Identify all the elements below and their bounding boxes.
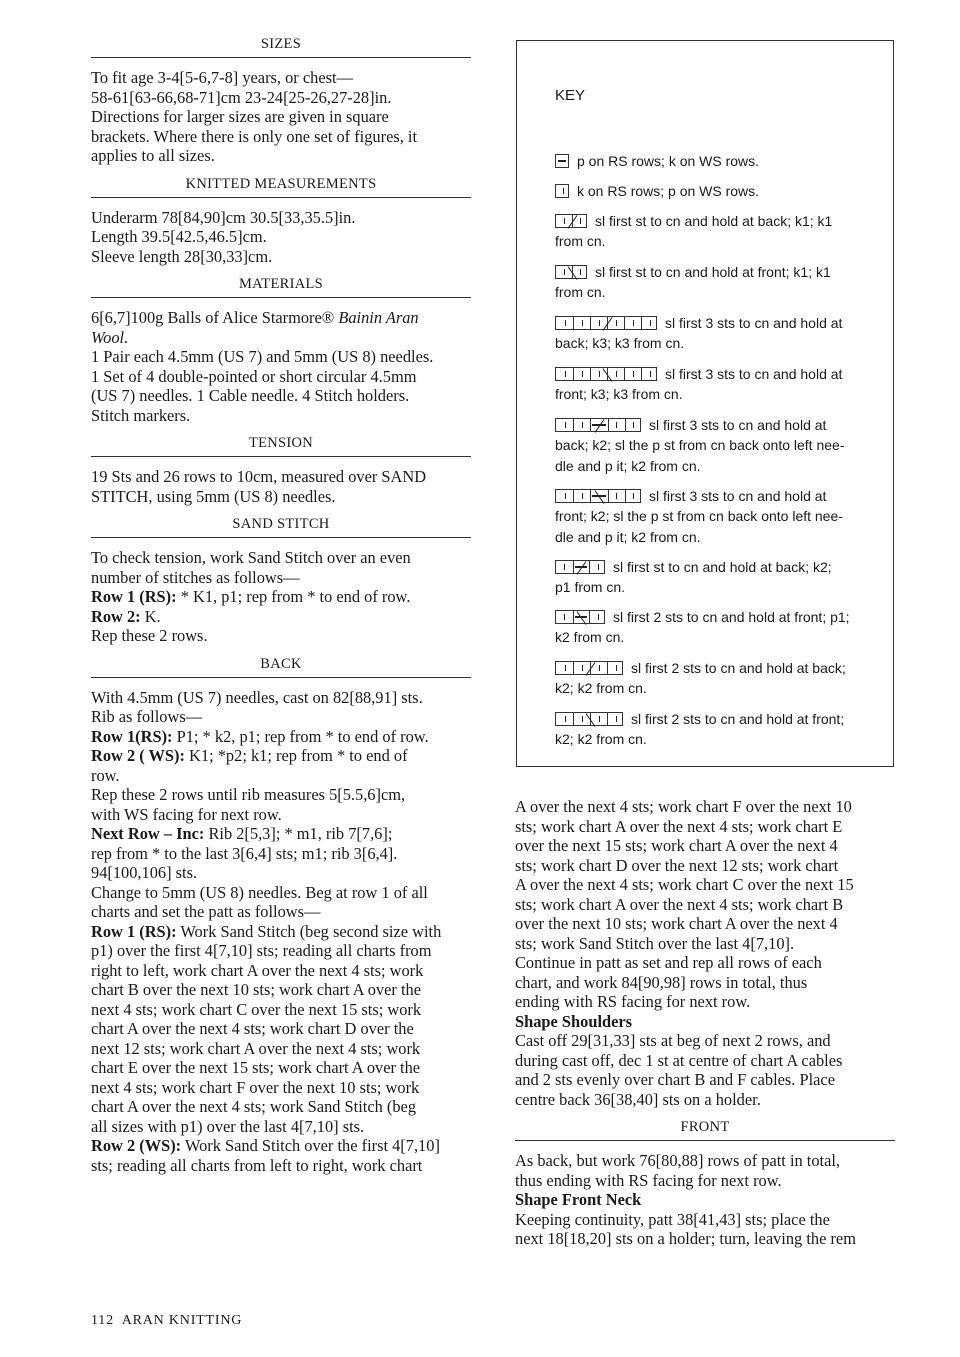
key-description-line: back; k2; sl the p st from cn back onto left nee-	[555, 437, 845, 454]
key-description-line: sl first st to cn and hold at front; k1; k1	[595, 264, 831, 280]
page-footer	[91, 1313, 242, 1329]
text-run: next 12 sts; work chart A over the next 4 sts; work	[91, 1038, 421, 1058]
section-heading-materials: MATERIALS	[91, 276, 471, 298]
text-run: chart, and work 84[90,98] rows in total, thus	[515, 972, 808, 992]
text-run: To fit age 3-4[5-6,7-8] years, or chest—	[91, 68, 353, 87]
key-item	[555, 658, 867, 699]
key-description-line: k2; k2 from cn.	[555, 680, 647, 697]
text-run: Cast off 29[31,33] sts at beg of next 2 rows, and	[515, 1031, 831, 1050]
text-line	[91, 548, 471, 568]
text-run: p1) over the first 4[7,10] sts; reading all charts from	[91, 941, 432, 960]
text-line	[91, 88, 471, 108]
text-run: 1 Pair each 4.5mm (US 7) and 5mm (US 8) needles.	[91, 347, 434, 366]
text-line	[91, 1019, 471, 1039]
text-line	[515, 1031, 895, 1051]
section-body-materials	[91, 308, 471, 425]
text-line	[91, 824, 471, 844]
text-line	[91, 961, 471, 981]
section-heading-knitted-measurements: KNITTED MEASUREMENTS	[91, 176, 471, 198]
text-run: sts; work chart A over the next 4 sts; work chart E	[515, 816, 843, 836]
text-run: 94[100,106] sts.	[91, 863, 198, 882]
text-run: To check tension, work Sand Stitch over an even	[91, 548, 411, 567]
text-run: A over the next 4 sts; work chart F over the next 10	[515, 797, 852, 816]
text-run: Continue in patt as set and rep all rows of each	[515, 953, 822, 972]
text-run: ending with RS facing for next row.	[515, 992, 751, 1011]
text-line	[91, 766, 471, 786]
stitch-key-box	[516, 40, 894, 767]
section-heading-sand-stitch: SAND STITCH	[91, 516, 471, 538]
cable-2-1-2-front-symbol-icon	[555, 489, 641, 503]
text-line	[515, 1229, 895, 1249]
text-line	[515, 856, 895, 876]
section-body-back	[91, 688, 471, 1176]
text-line	[91, 1039, 471, 1059]
text-run: rep from * to the last 3[6,4] sts; m1; rib 3[6,4].	[91, 843, 398, 863]
section-body-tension	[91, 467, 471, 506]
section-heading-tension: TENSION	[91, 435, 471, 457]
text-line	[91, 1136, 471, 1156]
text-run: over the next 15 sts; work chart A over the next 4	[515, 836, 838, 855]
key-description-line: sl first 3 sts to cn and hold at	[665, 366, 843, 382]
text-line	[91, 785, 471, 805]
text-line	[515, 973, 895, 993]
text-run: chart A over the next 4 sts; work Sand Stitch (beg	[91, 1097, 417, 1116]
cable-2-2-back-symbol-icon	[555, 661, 623, 675]
text-line	[91, 727, 471, 747]
text-line	[91, 208, 471, 228]
text-line	[91, 1000, 471, 1020]
text-line	[91, 328, 471, 348]
text-run: centre back 36[38,40] sts on a holder.	[515, 1089, 761, 1109]
text-run: 19 Sts and 26 rows to 10cm, measured over SAND	[91, 467, 427, 486]
text-run: 1 Set of 4 double-pointed or short circular 4.5mm	[91, 366, 417, 386]
text-line	[91, 707, 471, 727]
text-run: next 4 sts; work chart F over the next 10 sts; work	[91, 1077, 420, 1097]
text-line	[515, 1171, 895, 1191]
text-line	[91, 688, 471, 708]
text-run: Sleeve length 28[30,33]cm.	[91, 246, 273, 266]
key-description-line: k on RS rows; p on WS rows.	[577, 183, 760, 199]
text-run: chart E over the next 15 sts; work chart A over the	[91, 1058, 421, 1077]
text-line	[91, 467, 471, 487]
key-description-line: sl first st to cn and hold at back; k1; k1	[595, 213, 833, 229]
text-run: Directions for larger sizes are given in square	[91, 107, 389, 126]
text-line	[515, 817, 895, 837]
text-line	[515, 1051, 895, 1071]
text-run: number of stitches as follows—	[91, 567, 300, 587]
text-line	[91, 386, 471, 406]
text-line	[91, 1156, 471, 1176]
text-line	[91, 1078, 471, 1098]
text-run: Change to 5mm (US 8) needles. Beg at row 1 of all	[91, 882, 428, 902]
cable-2-2-front-symbol-icon	[555, 712, 623, 726]
key-description-line: from cn.	[555, 284, 606, 301]
text-run: chart B over the next 10 sts; work chart A over the	[91, 980, 422, 999]
text-line	[91, 568, 471, 588]
running-title: ARAN KNITTING	[121, 1313, 243, 1328]
left-column	[91, 36, 471, 1185]
text-run: Length 39.5[42.5,46.5]cm.	[91, 227, 267, 246]
text-line	[91, 247, 471, 267]
key-item	[555, 709, 867, 750]
cable-3-3-back-symbol-icon	[555, 316, 657, 330]
key-description-line: p on RS rows; k on WS rows.	[577, 153, 760, 169]
text-line	[91, 922, 471, 942]
text-line	[91, 367, 471, 387]
text-run: brackets. Where there is only one set of figures, it	[91, 126, 418, 146]
text-run: K.	[140, 606, 161, 626]
text-line	[91, 127, 471, 147]
text-line	[91, 980, 471, 1000]
text-run: sts; work Sand Stitch over the last 4[7,10].	[515, 933, 795, 953]
text-run: As back, but work 76[80,88] rows of patt in total,	[515, 1151, 841, 1170]
key-item	[555, 211, 867, 252]
text-line	[515, 875, 895, 895]
text-run: applies to all sizes.	[91, 146, 215, 165]
section-body-front	[515, 1151, 895, 1249]
bold-label: Row 1(RS):	[91, 726, 173, 746]
key-description-line: back; k3; k3 from cn.	[555, 335, 685, 352]
section-heading-sizes: SIZES	[91, 36, 471, 58]
text-line	[91, 587, 471, 607]
key-description-line: sl first 3 sts to cn and hold at	[649, 417, 827, 433]
cross-2-1-back-purl-symbol-icon	[555, 560, 605, 574]
key-description-line: sl first 2 sts to cn and hold at front; p1;	[613, 609, 850, 625]
text-line	[91, 68, 471, 88]
cable-1-1-back-symbol-icon	[555, 214, 587, 228]
text-run: sts; work chart A over the next 4 sts; work chart B	[515, 894, 844, 914]
key-item	[555, 557, 867, 598]
text-line	[91, 1058, 471, 1078]
section-body-continued	[515, 797, 895, 1109]
text-line	[91, 607, 471, 627]
text-run: next 4 sts; work chart C over the next 15 sts; work	[91, 999, 422, 1019]
cross-2-1-front-purl-symbol-icon	[555, 610, 605, 624]
text-line	[91, 746, 471, 766]
text-run: charts and set the patt as follows—	[91, 902, 321, 921]
text-run: right to left, work chart A over the next 4 sts; work	[91, 960, 424, 980]
text-run: Underarm 78[84,90]cm 30.5[33,35.5]in.	[91, 207, 356, 227]
bold-label: Row 1 (RS):	[91, 587, 177, 606]
text-run: during cast off, dec 1 st at centre of chart A cables	[515, 1050, 843, 1070]
text-line	[91, 1117, 471, 1137]
bold-label: Row 1 (RS):	[91, 921, 177, 941]
text-line	[515, 895, 895, 915]
text-line	[91, 406, 471, 426]
text-run: sts; work chart D over the next 12 sts; work chart	[515, 855, 839, 875]
text-line	[515, 797, 895, 817]
text-line	[515, 1151, 895, 1171]
text-line	[515, 1190, 895, 1210]
text-run: (US 7) needles. 1 Cable needle. 4 Stitch holders.	[91, 386, 410, 405]
text-line	[515, 1012, 895, 1032]
text-run: STITCH, using 5mm (US 8) needles.	[91, 486, 336, 506]
key-description-line: from cn.	[555, 233, 606, 250]
text-run: Stitch markers.	[91, 405, 191, 425]
key-description-line: k2; k2 from cn.	[555, 731, 647, 748]
key-description-line: sl first 3 sts to cn and hold at	[665, 315, 843, 331]
text-run: and 2 sts evenly over chart B and F cables. Place	[515, 1070, 835, 1089]
text-run: all sizes with p1) over the last 4[7,10] sts.	[91, 1116, 365, 1136]
text-line	[91, 1097, 471, 1117]
text-run: over the next 10 sts; work chart A over the next 4	[515, 914, 838, 933]
text-line	[91, 347, 471, 367]
key-item	[555, 151, 867, 171]
key-description-line: sl first 2 sts to cn and hold at front;	[631, 711, 845, 727]
text-line	[515, 836, 895, 856]
text-run: A over the next 4 sts; work chart C over the next 15	[515, 875, 854, 894]
text-line	[91, 941, 471, 961]
key-description-line: sl first 3 sts to cn and hold at	[649, 488, 827, 504]
text-run: Rib 2[5,3]; * m1, rib 7[7,6];	[204, 824, 393, 843]
text-line	[515, 934, 895, 954]
purl-dash-1-symbol-icon	[555, 154, 569, 168]
cable-2-1-2-back-symbol-icon	[555, 418, 641, 432]
bold-label: Shape Front Neck	[515, 1190, 642, 1209]
text-line	[91, 626, 471, 646]
key-item	[555, 262, 867, 303]
text-run: Rib as follows—	[91, 707, 203, 726]
text-line	[91, 308, 471, 328]
text-run: with WS facing for next row.	[91, 804, 282, 824]
key-item	[555, 415, 867, 476]
text-run: K1; *p2; k1; rep from * to end of	[184, 746, 408, 765]
text-line	[91, 863, 471, 883]
text-line	[91, 146, 471, 166]
text-line	[91, 227, 471, 247]
key-title: KEY	[555, 87, 586, 104]
italic-text: Bainin Aran	[338, 308, 419, 327]
key-item	[555, 313, 867, 354]
text-line	[515, 914, 895, 934]
text-line	[91, 107, 471, 127]
text-run: 58-61[63-66,68-71]cm 23-24[25-26,27-28]in.	[91, 87, 392, 107]
page-number: 112	[91, 1313, 114, 1328]
section-heading-back: BACK	[91, 656, 471, 678]
section-body-sizes	[91, 68, 471, 166]
section-heading-front: FRONT	[515, 1119, 895, 1141]
italic-text: Wool.	[91, 327, 129, 347]
text-line	[515, 1090, 895, 1110]
key-description-line: dle and p it; k2 from cn.	[555, 457, 701, 474]
cable-3-3-front-symbol-icon	[555, 367, 657, 381]
text-line	[91, 844, 471, 864]
text-run: Keeping continuity, patt 38[41,43] sts; place the	[515, 1209, 830, 1229]
text-run: row.	[91, 765, 120, 785]
key-item	[555, 486, 867, 547]
key-description-line: sl first st to cn and hold at back; k2;	[613, 559, 832, 575]
bold-label: Shape Shoulders	[515, 1011, 633, 1031]
text-line	[91, 902, 471, 922]
knit-bar-1-symbol-icon	[555, 184, 569, 198]
text-run: sts; reading all charts from left to right, work chart	[91, 1155, 423, 1175]
text-line	[91, 487, 471, 507]
key-item	[555, 181, 867, 201]
text-run: Work Sand Stitch over the first 4[7,10]	[181, 1136, 440, 1155]
section-body-sand-stitch	[91, 548, 471, 646]
text-line	[515, 1210, 895, 1230]
text-line	[91, 805, 471, 825]
bold-label: Row 2 ( WS):	[91, 746, 185, 765]
text-line	[515, 992, 895, 1012]
cable-1-1-front-symbol-icon	[555, 265, 587, 279]
section-body-knitted-measurements	[91, 208, 471, 267]
text-line	[515, 953, 895, 973]
text-run: With 4.5mm (US 7) needles, cast on 82[88,91] sts.	[91, 687, 423, 707]
right-column	[515, 797, 895, 1259]
text-line	[91, 883, 471, 903]
key-description-line: dle and p it; k2 from cn.	[555, 528, 701, 545]
text-run: Rep these 2 rows until rib measures 5[5.5,6]cm,	[91, 785, 406, 804]
text-run: P1; * k2, p1; rep from * to end of row.	[172, 726, 429, 746]
key-description-line: k2 from cn.	[555, 629, 625, 646]
text-run: Work Sand Stitch (beg second size with	[176, 921, 442, 941]
key-description-line: front; k3; k3 from cn.	[555, 386, 683, 403]
text-line	[515, 1070, 895, 1090]
key-description-line: p1 from cn.	[555, 579, 626, 596]
bold-label: Row 2:	[91, 606, 141, 626]
text-run: chart A over the next 4 sts; work chart D over the	[91, 1019, 414, 1038]
text-run: Rep these 2 rows.	[91, 626, 208, 645]
text-run: thus ending with RS facing for next row.	[515, 1170, 782, 1190]
bold-label: Next Row – Inc:	[91, 824, 205, 843]
text-run: 6[6,7]100g Balls of Alice Starmore®	[91, 308, 339, 327]
key-item	[555, 364, 867, 405]
key-description-line: front; k2; sl the p st from cn back onto left nee-	[555, 508, 843, 525]
key-description-line: sl first 2 sts to cn and hold at back;	[631, 660, 846, 676]
key-item	[555, 607, 867, 648]
text-run: * K1, p1; rep from * to end of row.	[176, 587, 411, 606]
text-run: next 18[18,20] sts on a holder; turn, leaving the rem	[515, 1229, 856, 1248]
bold-label: Row 2 (WS):	[91, 1136, 182, 1155]
